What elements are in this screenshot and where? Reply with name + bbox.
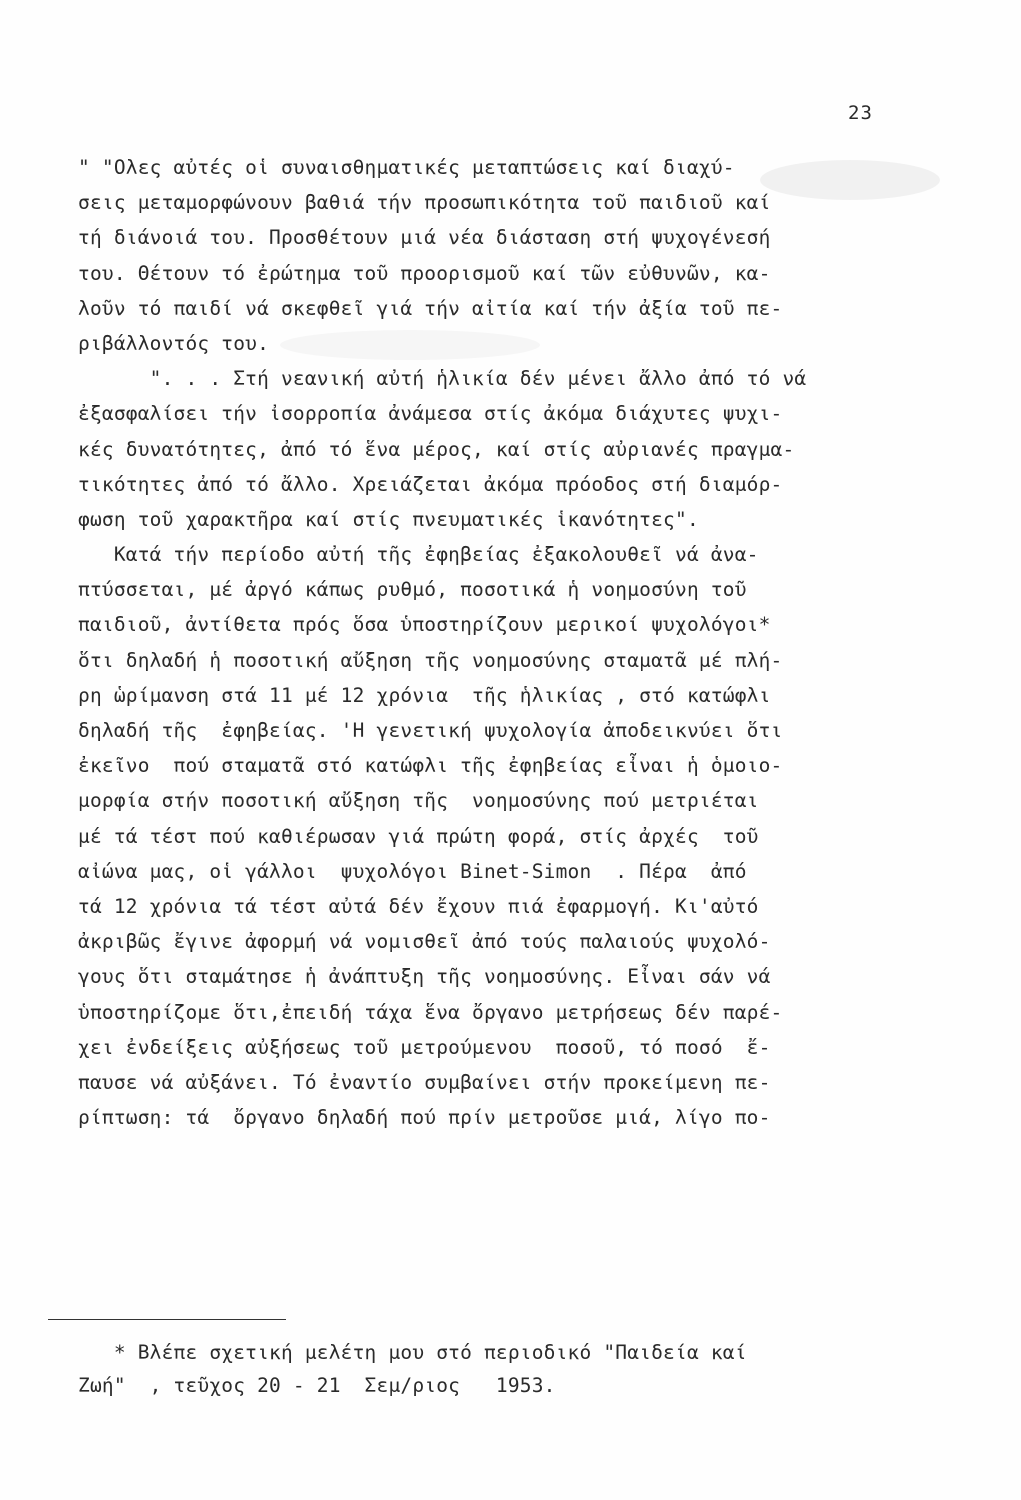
text-line: ὅτι δηλαδή ἡ ποσοτική αὔξηση τῆς νοημοσύνης σταματᾶ μέ πλή- <box>78 648 783 672</box>
text-line: τικότητες ἀπό τό ἄλλο. Χρειάζεται ἀκόμα πρόοδος στή διαμόρ- <box>78 472 783 496</box>
footnote-line: * Βλέπε σχετική μελέτη μου στό περιοδικό "Παιδεία καί <box>78 1341 747 1364</box>
text-line: μέ τά τέστ πού καθιέρωσαν γιά πρώτη φορά, στίς ἀρχές τοῦ <box>78 824 759 848</box>
text-line: του. Θέτουν τό ἐρώτημα τοῦ προορισμοῦ καί τῶν εὐθυνῶν, κα- <box>78 261 771 285</box>
page-number: 23 <box>848 102 873 124</box>
text-line: παιδιοῦ, ἀντίθετα πρός ὅσα ὑποστηρίζουν μερικοί ψυχολόγοι* <box>78 613 771 637</box>
text-line: πτύσσεται, μέ ἀργό κάπως ρυθμό, ποσοτικά ἡ νοημοσύνη τοῦ <box>78 578 747 602</box>
text-line: λοῦν τό παιδί νά σκεφθεῖ γιά τήν αἰτία καί τήν ἀξία τοῦ πε- <box>78 296 783 320</box>
text-line: παυσε νά αὐξάνει. Τό ἐναντίο συμβαίνει στήν προκείμενη πε- <box>78 1070 771 1094</box>
text-line: φωση τοῦ χαρακτῆρα καί στίς πνευματικές ἱκανότητες". <box>78 507 699 531</box>
text-line: ὑποστηρίζομε ὅτι,ἐπειδή τάχα ἕνα ὄργανο μετρήσεως δέν παρέ- <box>78 1000 783 1024</box>
text-line: " "Ολες αὐτές οἱ συναισθηματικές μεταπτώσεις καί διαχύ- <box>78 156 735 179</box>
text-line: ρίπτωση: τά ὄργανο δηλαδή πού πρίν μετροῦσε μιά, λίγο πο- <box>78 1106 771 1130</box>
text-line: Κατά τήν περίοδο αὐτή τῆς ἐφηβείας ἐξακολουθεῖ νά ἀνα- <box>78 543 759 567</box>
text-line: ρη ὡρίμανση στά 11 μέ 12 χρόνια τῆς ἡλικίας , στό κατώφλι <box>78 683 771 707</box>
footnote-divider <box>48 1319 286 1320</box>
text-line: ἀκριβῶς ἔγινε ἀφορμή νά νομισθεῖ ἀπό τούς παλαιούς ψυχολό- <box>78 930 771 954</box>
text-line: τή διάνοιά του. Προσθέτουν μιά νέα διάσταση στή ψυχογένεσή <box>78 226 771 250</box>
text-line: γους ὅτι σταμάτησε ἡ ἀνάπτυξη τῆς νοημοσύνης. Εἶναι σάν νά <box>78 965 771 989</box>
text-line: σεις μεταμορφώνουν βαθιά τήν προσωπικότητα τοῦ παιδιοῦ καί <box>78 191 771 215</box>
text-line: μορφία στήν ποσοτική αὔξηση τῆς νοημοσύνης πού μετριέται <box>78 789 759 813</box>
text-line: ". . . Στή νεανική αὐτή ἡλικία δέν μένει ἄλλο ἀπό τό νά <box>78 367 807 391</box>
text-line: κές δυνατότητες, ἀπό τό ἕνα μέρος, καί στίς αὐριανές πραγμα- <box>78 437 795 461</box>
footnote-line: Ζωή" , τεῦχος 20 - 21 Σεμ/ριος 1953. <box>78 1374 556 1397</box>
body-text <box>78 150 928 1135</box>
text-line: αἰώνα μας, οἱ γάλλοι ψυχολόγοι Binet-Simon . Πέρα ἀπό <box>78 859 747 883</box>
text-line: ἐκεῖνο πού σταματᾶ στό κατώφλι τῆς ἐφηβείας εἶναι ἡ ὁμοιο- <box>78 754 783 778</box>
text-line: ἐξασφαλίσει τήν ἰσορροπία ἀνάμεσα στίς ἀκόμα διάχυτες ψυχι- <box>78 402 783 426</box>
footnote <box>78 1336 928 1402</box>
text-line: δηλαδή τῆς ἐφηβείας. 'Η γενετική ψυχολογία ἀποδεικνύει ὅτι <box>78 719 783 742</box>
text-line: χει ἐνδείξεις αὐξήσεως τοῦ μετρούμενου ποσοῦ, τό ποσό ἔ- <box>78 1035 771 1059</box>
text-line: τά 12 χρόνια τά τέστ αὐτά δέν ἔχουν πιά ἐφαρμογή. Κι'αὐτό <box>78 894 759 918</box>
text-line: ριβάλλοντός του. <box>78 331 270 355</box>
